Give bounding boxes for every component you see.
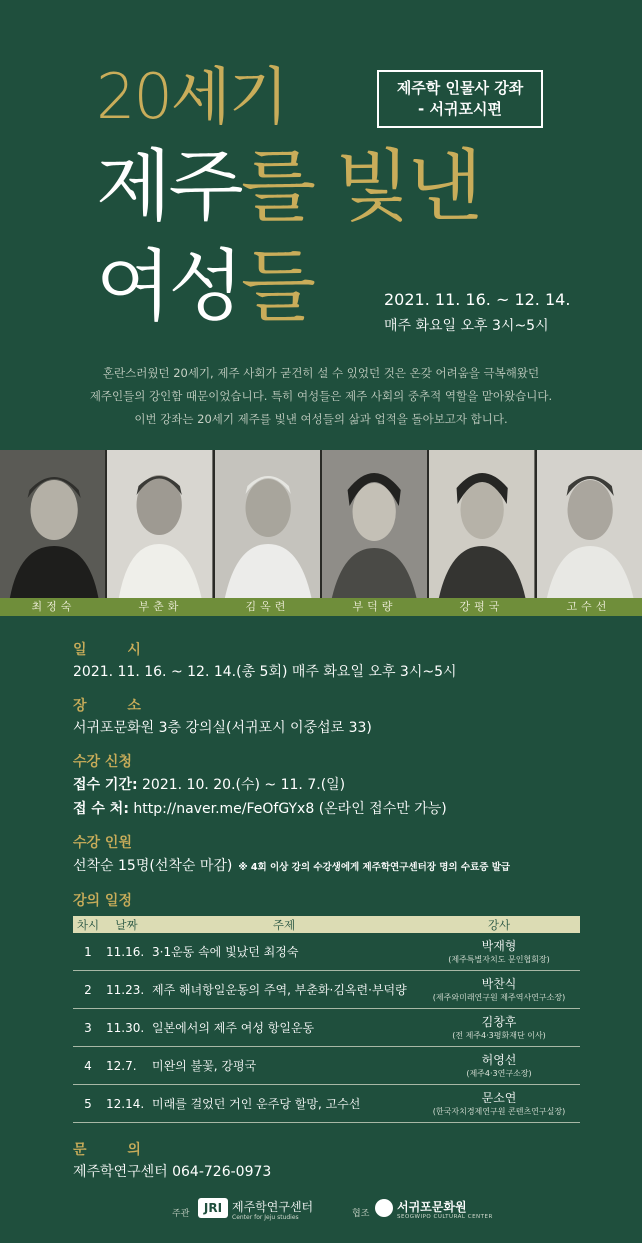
session-topic: 3·1운동 속에 빛났던 최정숙: [150, 933, 418, 971]
lecturer-name: 박재형: [481, 938, 517, 953]
session-date: 12.14.: [103, 1085, 150, 1123]
capacity-label: 수강 인원: [73, 835, 132, 851]
session-topic: 제주 해녀항일운동의 주역, 부춘화·김옥련·부덕량: [150, 971, 418, 1009]
header-date: 날짜: [103, 916, 150, 933]
lecturer-name: 김창후: [481, 1014, 517, 1029]
apply-period-value: 2021. 10. 20.(수) ~ 11. 7.(일): [137, 777, 346, 793]
session-no: 2: [73, 971, 103, 1009]
coop-name: 서귀포문화원: [397, 1200, 467, 1214]
portrait-photo: [537, 450, 642, 598]
date-value: 2021. 11. 16. ~ 12. 14.(총 5회) 매주 화요일 오후 3시~5시: [73, 664, 457, 680]
schedule-header-row: [73, 916, 580, 933]
session-lecturer: [418, 971, 580, 1009]
title-line-2: [96, 142, 480, 232]
title-word-reul: 를 빛: [240, 142, 408, 232]
date-label: 일 시: [73, 642, 159, 658]
lecturer-name: 문소연: [481, 1090, 517, 1105]
series-badge: [377, 70, 543, 128]
jri-logo: JRI: [198, 1198, 228, 1218]
coop-subtitle: SEOGWIPO CULTURAL CENTER: [397, 1214, 493, 1220]
portrait-name: 부덕량: [352, 600, 397, 613]
table-row: [73, 933, 580, 971]
session-lecturer: [418, 1085, 580, 1123]
portrait-photo: [429, 450, 536, 598]
lecturer-org: (한국자치경제연구원 콘텐츠연구실장): [432, 1106, 566, 1116]
table-row: [73, 1009, 580, 1047]
apply-where-key: 접 수 처:: [73, 801, 129, 817]
weekly-time: 매주 화요일 오후 3시~5시: [384, 318, 549, 334]
portrait-strip: [0, 450, 642, 598]
title-word-deul: 들: [240, 242, 314, 332]
header-topic: 주제: [150, 916, 418, 933]
session-lecturer: [418, 933, 580, 971]
portrait-name: 부춘화: [138, 600, 183, 613]
apply-period: [73, 774, 345, 794]
portrait-photo: [0, 450, 107, 598]
session-topic: 미완의 불꽃, 강평국: [150, 1047, 418, 1085]
capacity-value: [73, 855, 510, 875]
header-lecturer: 강사: [418, 916, 580, 933]
portrait-photo: [215, 450, 322, 598]
session-lecturer: [418, 1047, 580, 1085]
table-row: [73, 1047, 580, 1085]
lecturer-org: (제주특별자치도 문인협회장): [448, 954, 550, 964]
intro-line-1: 혼란스러웠던 20세기, 제주 사회가 굳건히 설 수 있었던 것은 온갖 어려움을 극복해왔던: [102, 366, 540, 380]
portrait-photo: [322, 450, 429, 598]
badge-line-1: 제주학 인물사 강좌: [396, 79, 524, 97]
session-no: 1: [73, 933, 103, 971]
coop-label: 협조: [352, 1209, 370, 1219]
contact-value: 제주학연구센터 064-726-0973: [73, 1164, 272, 1180]
portrait-name: 최정숙: [31, 600, 76, 613]
lecturer-org: (전 제주4·3평화재단 이사): [452, 1030, 546, 1040]
portrait-name: 김옥련: [245, 600, 290, 613]
place-label: 장 소: [73, 698, 159, 714]
capacity-text: 선착순 15명(선착순 마감): [73, 858, 233, 874]
schedule-label: 강의 일정: [73, 893, 132, 909]
host-label: 주관: [172, 1209, 190, 1219]
host-name: 제주학연구센터: [232, 1200, 314, 1214]
portrait-name: 고수선: [566, 600, 611, 613]
title-word-naen: 낸: [407, 142, 480, 232]
session-no: 4: [73, 1047, 103, 1085]
intro-text: [0, 362, 642, 431]
apply-period-key: 접수 기간:: [73, 777, 138, 793]
title-line-3: [96, 242, 314, 332]
session-date: 11.23.: [103, 971, 150, 1009]
portrait-photo: [107, 450, 214, 598]
session-topic: 일본에서의 제주 여성 항일운동: [150, 1009, 418, 1047]
lecturer-name: 박찬식: [481, 976, 517, 991]
intro-line-2: 제주인들의 강인함 때문이었습니다. 특히 여성들은 제주 사회의 중추적 역할을 맡아왔습니다.: [89, 389, 553, 403]
title-line-1: 20세기: [96, 60, 287, 133]
session-date: 11.16.: [103, 933, 150, 971]
badge-line-2: - 서귀포시편: [418, 100, 502, 118]
table-row: [73, 1085, 580, 1123]
contact-label: 문 의: [73, 1142, 159, 1158]
capacity-note: ※ 4회 이상 강의 수강생에게 제주학연구센터장 명의 수료증 발급: [238, 862, 511, 873]
apply-where: [73, 798, 447, 818]
lecturer-name: 허영선: [481, 1052, 517, 1067]
schedule-table: [73, 916, 580, 1123]
session-date: 12.7.: [103, 1047, 150, 1085]
place-value: 서귀포문화원 3층 강의실(서귀포시 이중섭로 33): [73, 720, 372, 736]
title-word-jeju: 제주: [96, 142, 241, 232]
session-date: 11.30.: [103, 1009, 150, 1047]
lecturer-org: (제주와미래연구원 제주역사연구소장): [432, 992, 566, 1002]
seogwipo-logo-icon: [375, 1199, 393, 1217]
session-no: 5: [73, 1085, 103, 1123]
title-word-yeoseong: 여성: [96, 242, 241, 332]
host-subtitle: Center for Jeju studies: [232, 1214, 299, 1221]
header-session: 차시: [73, 916, 103, 933]
intro-line-3: 이번 강좌는 20세기 제주를 빛낸 여성들의 삶과 업적을 돌아보고자 합니다.: [134, 412, 508, 426]
apply-label: 수강 신청: [73, 754, 132, 770]
date-range: 2021. 11. 16. ~ 12. 14.: [384, 290, 571, 309]
session-topic: 미래를 걸었던 거인 운주당 할망, 고수선: [150, 1085, 418, 1123]
portrait-names: [0, 598, 642, 616]
session-lecturer: [418, 1009, 580, 1047]
lecturer-org: (제주4·3연구소장): [466, 1068, 532, 1078]
apply-link[interactable]: http://naver.me/FeOfGYx8 (온라인 접수만 가능): [128, 801, 447, 817]
table-row: [73, 971, 580, 1009]
portrait-name: 강평국: [459, 600, 504, 613]
session-no: 3: [73, 1009, 103, 1047]
